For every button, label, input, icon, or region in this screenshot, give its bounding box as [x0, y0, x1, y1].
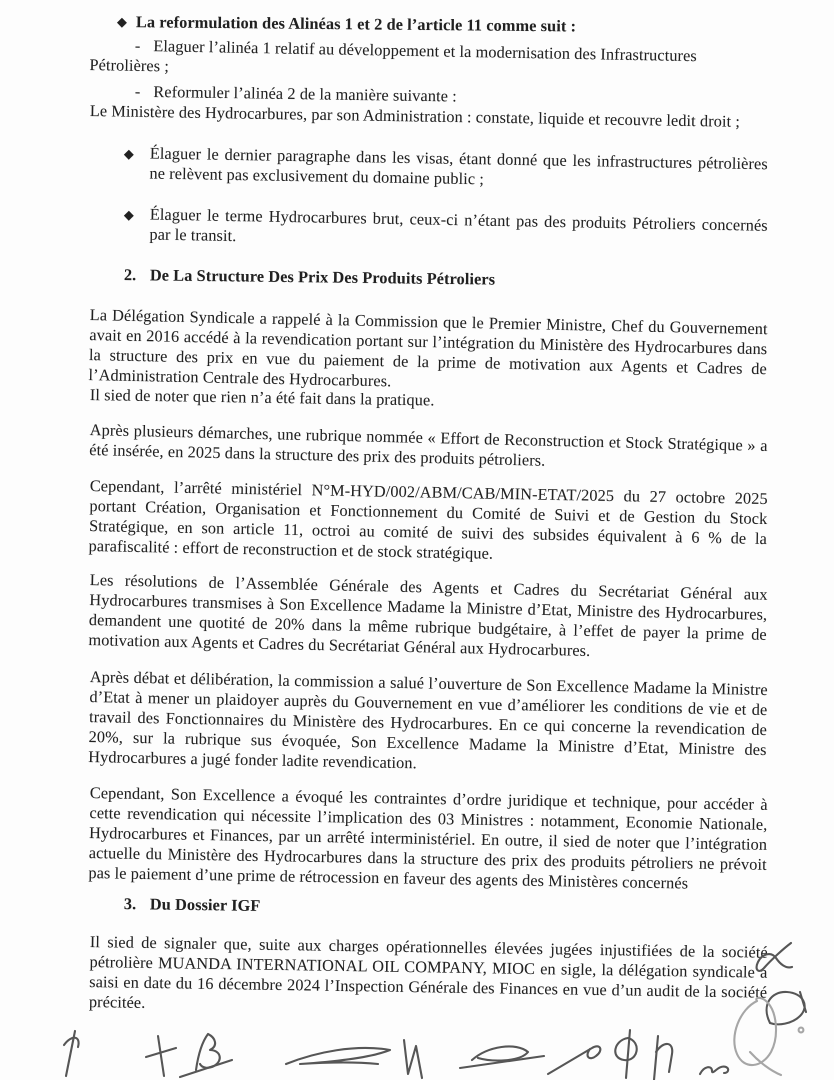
heading-number: 3. [123, 894, 137, 914]
bullet-item [123, 204, 768, 256]
signature-mark-7-icon [548, 1046, 600, 1074]
section-heading [124, 894, 768, 923]
text-run: La reformulation des Alinéas 1 et 2 de l’article 11 comme suit : [135, 12, 577, 36]
signature-squiggle-icon [700, 1067, 728, 1074]
margin-mark-dot-icon [799, 1028, 804, 1033]
text-run: Après débat et délibération, la commission a salué l’ouverture de Son Excellence Madame la Ministre d’Etat à mener un plaidoyer auprès du Gouvernement en vue d’améliorer les conditions de vie et de travail des Fonctionnaires du Ministère des Hydrocarbures. En ce qui concerne la revendication de 20%, sur la rubrique sus évoquée, Son Excellence Madame la Ministre d’Etat, Ministre des Hydrocarbures a jugé fonder ladite revendication. [88, 667, 768, 773]
signature-mark-5-icon [404, 1040, 422, 1078]
signature-mark-3-icon [180, 1034, 232, 1077]
bullet-item [123, 143, 768, 194]
paragraph [89, 932, 768, 1023]
text-run: Élaguer le terme Hydrocarbures brut, ceux-ci n’étant pas des produits Pétroliers concernés par le transit. [149, 204, 768, 246]
text-run: Cependant, l’arrêté ministériel N°M-HYD/002/ABM/CAB/MIN-ETAT/2025 du 27 octobre 2025 portant Création, Organisation et Fonctionnement du Comité de Suivi et de Gestion du Stock Stratégique, en son article 11, octroi au comité de suivi des subsides équivalent à 6 % de la parafiscalité : effort de reconstruction et de stock stratégique. [88, 476, 768, 563]
dash-item [89, 35, 768, 87]
text-run: Les résolutions de l’Assemblée Générale des Agents et Cadres du Secrétariat Général aux Hydrocarbures transmises à Son Excellence Madame la Ministre d’Etat, Ministre des Hydrocarbures, demandent une quotité de 20% dans la même rubrique budgétaire, à l’effet de payer la prime de motivation aux Agents et Cadres du Secrétariat Général aux Hydrocarbures. [88, 570, 768, 660]
signature-mark-6-icon [460, 1046, 544, 1068]
text-run: Élaguer le dernier paragraphe dans les visas, étant donné que les infrastructures pétrolières ne relèvent pas exclusivement du domaine public ; [149, 143, 768, 189]
paragraph [88, 570, 768, 665]
paragraph [88, 305, 768, 399]
signature-mark-8-icon [615, 1030, 636, 1078]
section-heading [124, 265, 768, 293]
diamond-bullet-icon: ◆ [123, 206, 135, 223]
text-run: De La Structure Des Prix Des Produits Pétroliers [149, 265, 496, 289]
diamond-bullet-icon: ◆ [116, 13, 128, 30]
text-run: La Délégation Syndicale a rappelé à la Commission que le Premier Ministre, Chef du Gouvernement avait en 2016 accédé à la revendication portant sur l’intégration du Ministère des Hydrocarbures dans la structure des prix en vue du paiement de la prime de motivation aux Agents et Cadres de l’Administration Centrale des Hydrocarbures. [88, 305, 768, 391]
signature-mark-2-icon [146, 1036, 176, 1076]
text-run: Elaguer l’alinéa 1 relatif au développement et la modernisation des Infrastructures Pétrolières ; [89, 36, 697, 76]
text-run: Le Ministère des Hydrocarbures, par son Administration : constate, liquide et recouvre ledit droit ; [89, 101, 741, 131]
dash-bullet-icon: - [134, 81, 141, 101]
text-run: Cependant, Son Excellence a évoqué les contraintes d’ordre juridique et technique, pour accéder à cette revendication qui nécessite l’implication des 03 Ministres : notamment, Economie Nationale, Hydrocarbures et Finances, par un arrêté interministériel. En outre, il sied de noter que l’intégration actuelle du Ministère des Hydrocarbures dans la structure des prix des produits pétroliers ne prévoit pas le paiement d’une prime de rétrocession en faveur des agents des Ministères concernés [88, 783, 768, 893]
heading-number: 2. [123, 265, 137, 285]
bullet-item [118, 12, 768, 38]
text-run: Il sied de noter que rien n’a été fait dans la pratique. [89, 385, 435, 410]
diamond-bullet-icon: ◆ [123, 145, 135, 162]
text-run: Après plusieurs démarches, une rubrique nommée « Effort de Reconstruction et Stock Stratégique » a été insérée, en 2025 dans la structure des prix des produits pétroliers. [89, 420, 768, 470]
paragraph [89, 420, 768, 476]
paragraph [88, 783, 768, 895]
paragraph [88, 476, 767, 569]
dash-bullet-icon: - [134, 35, 141, 55]
signature-mark-1-icon [64, 1031, 79, 1076]
text-run: Reformuler l’alinéa 2 de la manière suivante : [153, 81, 457, 106]
text-run: Du Dossier IGF [149, 894, 261, 915]
paragraph [88, 667, 768, 780]
signature-mark-9-icon [654, 1036, 672, 1080]
text-run: Il sied de signaler que, suite aux charges opérationnelles élevées jugées injustifiées de la société pétrolière MUANDA INTERNATIONAL OIL COMPANY, MIOC en sigle, la délégation syndicale a saisi en date du 16 décembre 2024 l’Inspection Générale des Finances en vue d’un audit de la société précitée. [88, 932, 768, 1012]
signature-mark-4-icon [286, 1048, 390, 1064]
